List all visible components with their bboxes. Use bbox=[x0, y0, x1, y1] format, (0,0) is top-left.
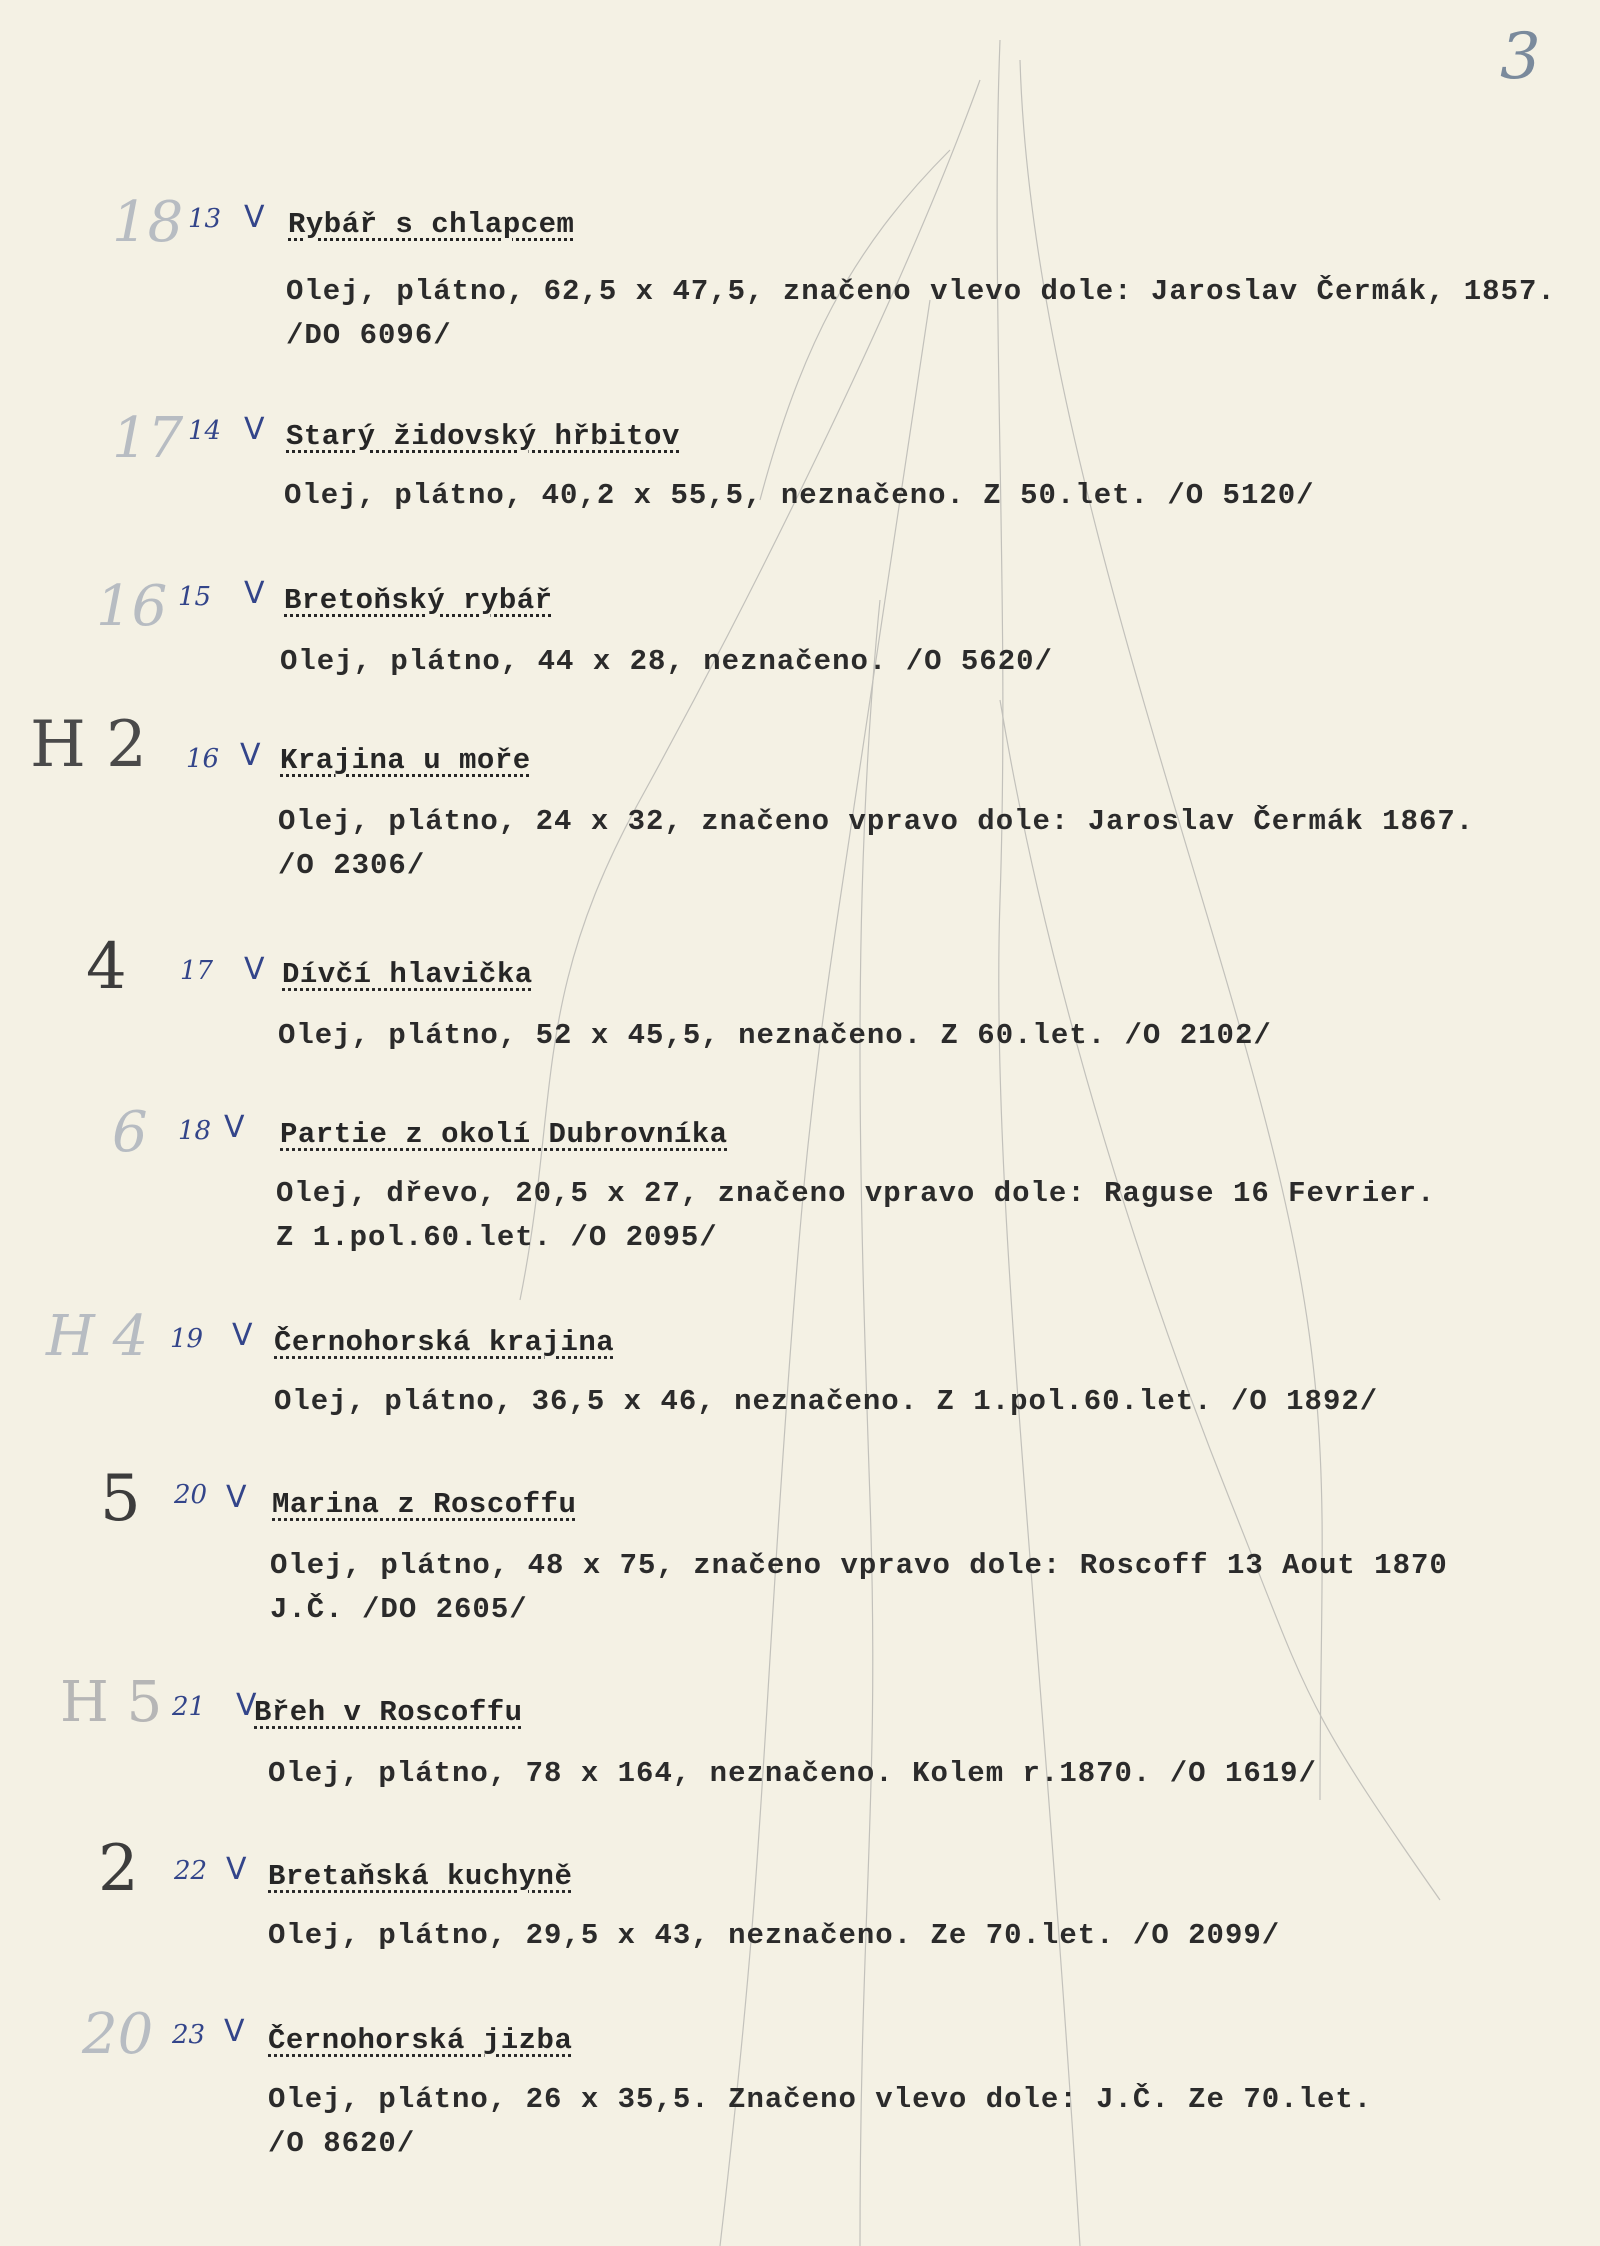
handwritten-mark: 2 bbox=[98, 1832, 139, 1906]
entry-description: Olej, plátno, 52 x 45,5, neznačeno. Z 60.let. /O 2102/ bbox=[278, 1019, 1272, 1052]
entry-number: 14 bbox=[188, 416, 222, 446]
check-mark: V bbox=[232, 1318, 253, 1353]
entry-number: 17 bbox=[180, 956, 214, 986]
entry-description: Olej, plátno, 44 x 28, neznačeno. /O 5620/ bbox=[280, 645, 1053, 678]
entry-number: 22 bbox=[174, 1856, 208, 1886]
check-mark: V bbox=[224, 2014, 245, 2049]
entry-description: Olej, plátno, 62,5 x 47,5, značeno vlevo dole: Jaroslav Čermák, 1857. /DO 6096/ bbox=[286, 275, 1556, 352]
check-mark: V bbox=[244, 412, 265, 447]
entry-description: Olej, plátno, 78 x 164, neznačeno. Kolem r.1870. /O 1619/ bbox=[268, 1757, 1317, 1790]
entry-description: Olej, plátno, 40,2 x 55,5, neznačeno. Z 50.let. /O 5120/ bbox=[284, 479, 1315, 512]
entry-description: Olej, plátno, 24 x 32, značeno vpravo dole: Jaroslav Čermák 1867. /O 2306/ bbox=[278, 805, 1475, 882]
entry-description: Olej, plátno, 36,5 x 46, neznačeno. Z 1.pol.60.let. /O 1892/ bbox=[274, 1385, 1379, 1418]
check-mark: V bbox=[244, 576, 265, 611]
entry-number: 23 bbox=[172, 2020, 206, 2050]
handwritten-mark: 5 bbox=[100, 1462, 141, 1536]
entry-title: Černohorská jizba bbox=[268, 2024, 573, 2057]
entry-number: 16 bbox=[186, 744, 220, 774]
entry-title: Starý židovský hřbitov bbox=[286, 420, 680, 453]
entry-description: Olej, plátno, 48 x 75, značeno vpravo dole: Roscoff 13 Aout 1870 J.Č. /DO 2605/ bbox=[270, 1549, 1448, 1626]
handwritten-mark: H 4 bbox=[46, 1304, 149, 1369]
check-mark: V bbox=[240, 738, 261, 773]
handwritten-mark: 20 bbox=[82, 2002, 154, 2067]
entry-title: Marina z Roscoffu bbox=[272, 1488, 577, 1521]
handwritten-mark: H 5 bbox=[60, 1670, 163, 1735]
entry-title: Břeh v Roscoffu bbox=[254, 1696, 523, 1729]
entry-description: Olej, plátno, 29,5 x 43, neznačeno. Ze 70.let. /O 2099/ bbox=[268, 1919, 1281, 1952]
page-number: 3 bbox=[1500, 20, 1541, 94]
entry-number: 13 bbox=[188, 204, 222, 234]
entry-number: 20 bbox=[174, 1480, 208, 1510]
entry-description: Olej, dřevo, 20,5 x 27, značeno vpravo dole: Raguse 16 Fevrier. Z 1.pol.60.let. /O 2095/ bbox=[276, 1177, 1436, 1254]
check-mark: V bbox=[244, 952, 265, 987]
handwritten-mark: H 2 bbox=[30, 708, 147, 782]
entry-title: Krajina u moře bbox=[280, 744, 531, 777]
entry-title: Bretoňský rybář bbox=[284, 584, 553, 617]
handwritten-mark: 17 bbox=[112, 406, 184, 471]
check-mark: V bbox=[236, 1688, 257, 1723]
check-mark: V bbox=[226, 1480, 247, 1515]
entry-title: Partie z okolí Dubrovníka bbox=[280, 1118, 728, 1151]
entry-description: Olej, plátno, 26 x 35,5. Značeno vlevo dole: J.Č. Ze 70.let. /O 8620/ bbox=[268, 2083, 1373, 2160]
entry-number: 19 bbox=[170, 1324, 204, 1354]
handwritten-mark: 4 bbox=[86, 930, 127, 1004]
handwritten-mark: 16 bbox=[96, 574, 168, 639]
entry-title: Dívčí hlavička bbox=[282, 958, 533, 991]
entry-number: 15 bbox=[178, 582, 212, 612]
entry-title: Černohorská krajina bbox=[274, 1326, 615, 1359]
handwritten-mark: 18 bbox=[112, 190, 184, 255]
entry-title: Bretaňská kuchyně bbox=[268, 1860, 573, 1893]
check-mark: V bbox=[244, 200, 265, 235]
entry-number: 21 bbox=[172, 1692, 206, 1722]
check-mark: V bbox=[224, 1110, 245, 1145]
entry-title: Rybář s chlapcem bbox=[288, 208, 575, 241]
entry-number: 18 bbox=[178, 1116, 212, 1146]
check-mark: V bbox=[226, 1852, 247, 1887]
handwritten-mark: 6 bbox=[112, 1100, 148, 1165]
